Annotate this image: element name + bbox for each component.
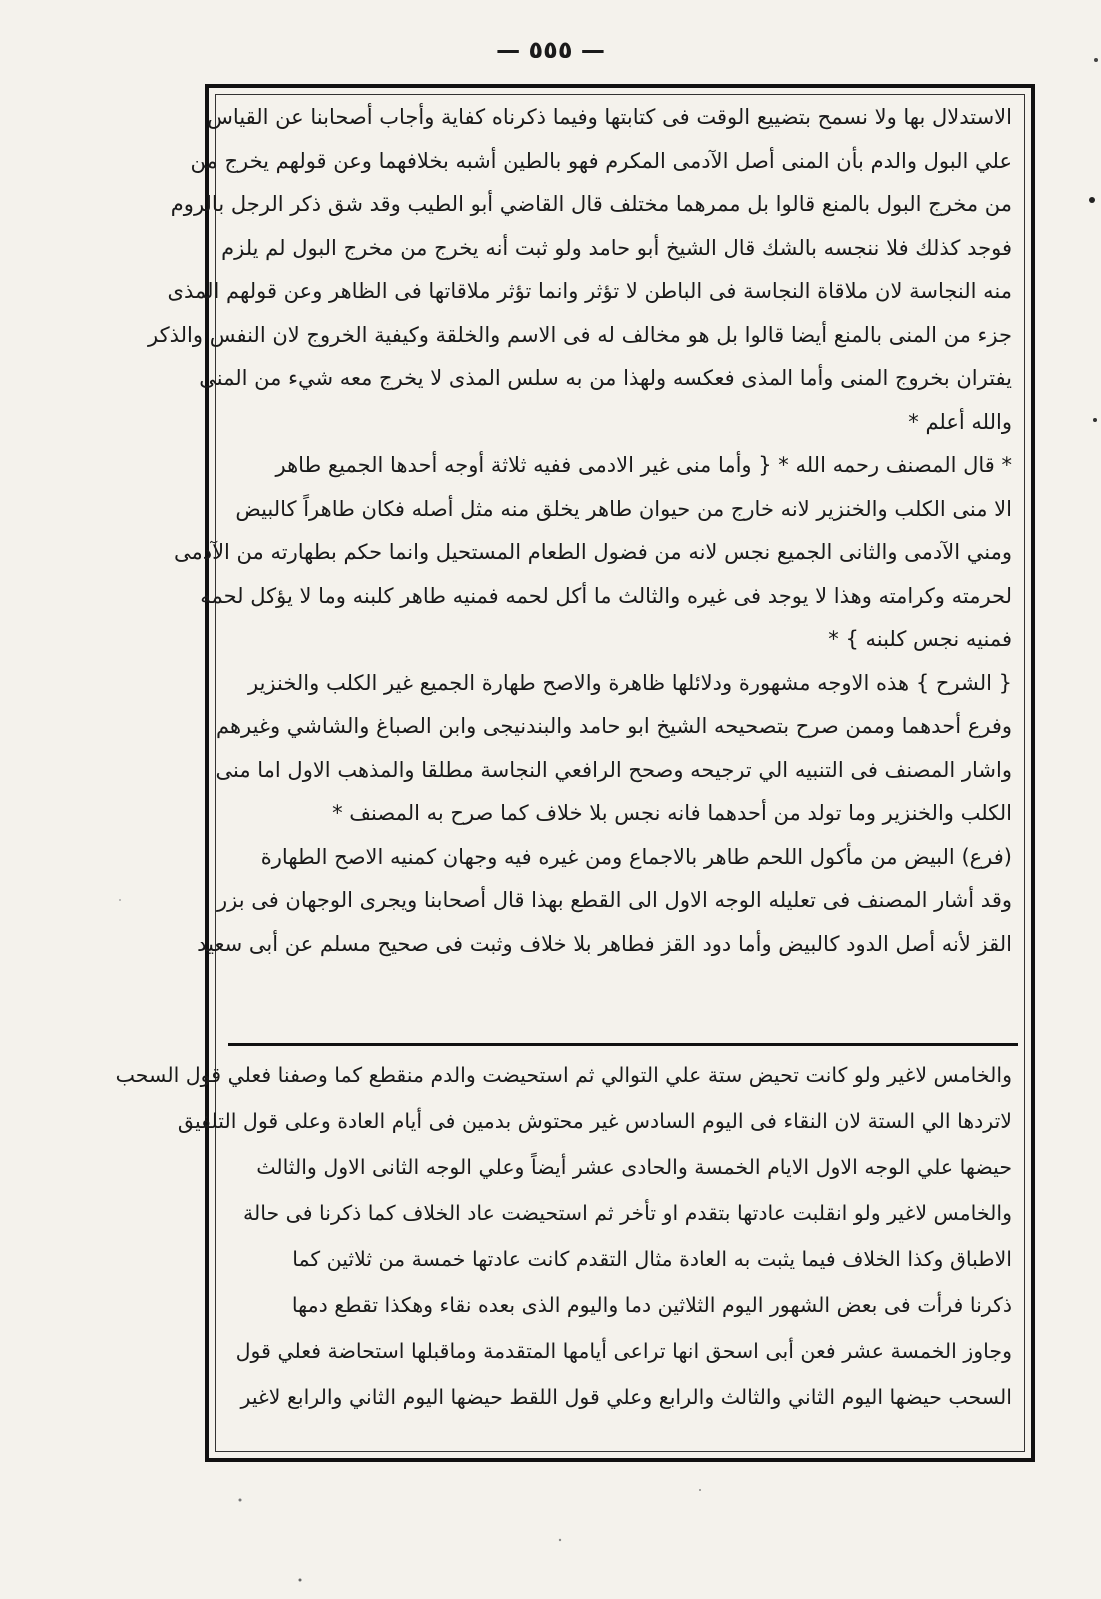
text-line: جزء من المنى بالمنع أيضا قالوا بل هو مخالف له فى الاسم والخلقة وكيفية الخروج لان النفس والذكر [148,322,1012,347]
branch-text: البيض من مأكول اللحم طاهر بالاجماع ومن غيره فيه وجهان كمنيه الاصح الطهارة [260,844,955,869]
branch-line [232,836,1012,880]
text-line: منه النجاسة لان ملاقاة النجاسة فى الباطن لا تؤثر وانما تؤثر ملاقاتها فى الظاهر وعن قولهم المذى [167,279,1012,303]
text-line: فوجد كذلك فلا ننجسه بالشك قال الشيخ أبو حامد ولو ثبت أنه يخرج من مخرج البول لم يلزم [221,235,1012,260]
author-text: { وأما منى غير الادمى ففيه ثلاثة أوجه أحدها الجميع طاهر [275,453,772,477]
text-line: حيضها علي الوجه الاول الايام الخمسة والحادى عشر أيضاً وعلي الوجه الثانى الاول والثالث [256,1155,1012,1179]
upper-text-section [148,96,1012,966]
commentary-text: هذه الاوجه مشهورة ودلائلها ظاهرة والاصح طهارة الجميع غير الكلب والخنزير [247,670,910,695]
commentary-line: واشار المصنف فى التنبيه الي ترجيحه وصحح الرافعي النجاسة مطلقا والمذهب الاول اما منى [215,757,1012,782]
branch-line: وقد أشار المصنف فى تعليله الوجه الاول الى القطع بهذا قال أصحابنا ويجرى الوجهان فى بزر [216,888,1012,912]
text-line: الاستدلال بها ولا نسمح بتضييع الوقت فى كتابتها وفيما ذكرناه كفاية وأجاب أصحابنا عن القياس [207,105,1012,129]
text-line: وجاوز الخمسة عشر فعن أبى اسحق انها تراعى أيامها المتقدمة وماقبلها استحاضة فعلي قول [235,1339,1012,1363]
author-statement-line: الا منى الكلب والخنزير لانه خارج من حيوان طاهر يخلق منه مثل أصله فكان طاهراً كالبيض [235,496,1012,521]
commentary-line: وفرع أحدهما وممن صرح بتصحيحه الشيخ ابو حامد والبندنيجى وابن الصباغ والشاشي وغيرهم [215,714,1012,738]
branch-line: القز لأنه أصل الدود كالبيض وأما دود القز فطاهر بلا خلاف وثبت فى صحيح مسلم عن أبى سعيد [197,931,1012,956]
author-statement-line [232,444,1012,488]
text-line: السحب حيضها اليوم الثاني والثالث والرابع وعلي قول اللقط حيضها اليوم الثاني والرابع لاغير [240,1385,1012,1409]
text-line: والله أعلم * [908,409,1012,434]
page-number: — ٥٥٥ — [496,36,605,64]
text-line: والخامس لاغير ولو كانت تحيض ستة علي التوالي ثم استحيضت والدم منقطع كما وصفنا فعلي قول السحب [115,1063,1012,1087]
author-label: * قال المصنف رحمه الله * [778,453,1012,477]
commentary-line: الكلب والخنزير وما تولد من أحدهما فانه نجس بلا خلاف كما صرح به المصنف * [332,801,1012,825]
text-line: علي البول والدم بأن المنى أصل الآدمى المكرم فهو بالطين أشبه بخلافهما وعن قولهم يخرج من [190,148,1012,173]
text-line: يفتران بخروج المنى وأما المذى فعكسه ولهذا من به سلس المذى لا يخرج معه شيء من المنى [199,366,1012,390]
branch-label: (فرع) [961,844,1012,869]
text-line: لاتردها الي الستة لان النقاء فى اليوم السادس غير محتوش بدمين فى أيام العادة وعلى قول التلفيق [177,1109,1012,1133]
text-line: من مخرج البول بالمنع قالوا بل ممرهما مختلف قال القاضي أبو الطيب وقد شق ذكر الرجل بالروم [170,192,1012,216]
text-line: الاطباق وكذا الخلاف فيما يثبت به العادة مثال التقدم كانت عادتها خمسة من ثلاثين كما [292,1247,1012,1271]
author-statement-line: لحرمته وكرامته وهذا لا يوجد فى غيره والثالث ما أكل لحمه فمنيه طاهر كلبنه وما لا يؤكل لحمه [200,583,1012,608]
lower-text-section [115,1052,1012,1420]
commentary-line [232,662,1012,706]
text-line: والخامس لاغير ولو انقلبت عادتها بتقدم او تأخر ثم استحيضت عاد الخلاف كما ذكرنا فى حالة [242,1201,1012,1225]
author-statement-line: فمنيه نجس كلبنه } * [828,627,1012,651]
commentary-label: { الشرح } [915,670,1012,695]
text-line: ذكرنا فرأت فى بعض الشهور اليوم الثلاثين دما واليوم الذى بعده نقاء وهكذا تقطع دمها [291,1293,1012,1317]
author-statement-line: ومني الآدمى والثانى الجميع نجس لانه من فضول الطعام المستحيل وانما حكم بطهارته من الآدمى [173,540,1012,564]
section-divider [228,1043,1018,1046]
